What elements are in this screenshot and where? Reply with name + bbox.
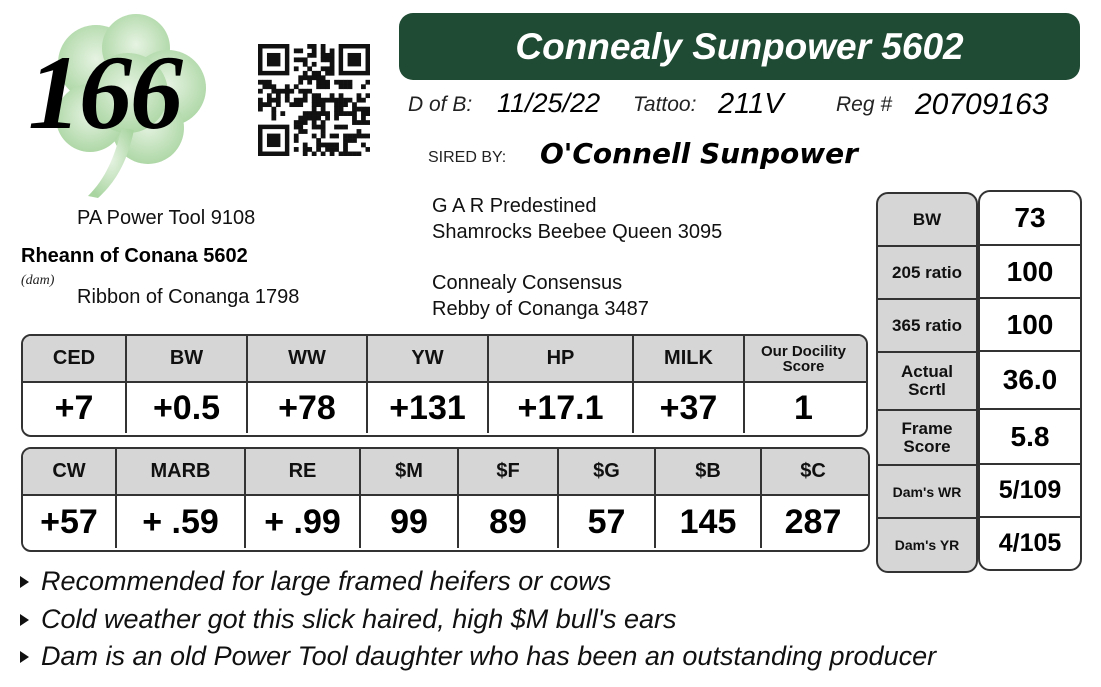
epd-header-c: $C	[800, 460, 826, 482]
stat-label-205: 205 ratio	[878, 247, 976, 300]
bullet-triangle-icon	[20, 576, 29, 588]
qr-code-icon	[258, 44, 370, 156]
dam-dam-sire: Connealy Consensus	[432, 272, 623, 294]
dam-tag: (dam)	[21, 273, 55, 288]
dam-name: Rheann of Conana 5602	[21, 245, 248, 267]
epd-value-milk: +37	[634, 383, 745, 433]
epd-value-f: 89	[459, 496, 559, 548]
comment-3	[20, 641, 936, 672]
epd-value-c: 287	[784, 502, 842, 541]
stat-value-frame: 5.8	[980, 410, 1080, 465]
epd-value-m: 99	[361, 496, 459, 548]
stat-value-scrotal: 36.0	[980, 352, 1080, 410]
animal-name: Connealy Sunpower 5602	[515, 25, 964, 67]
epd-value-docility: 1	[794, 388, 813, 427]
stat-value-205: 100	[980, 246, 1080, 299]
dam-dam-dam: Rebby of Conanga 3487	[432, 298, 649, 320]
comment-text: Dam is an old Power Tool daughter who has been an outstanding producer	[41, 641, 937, 671]
epd-value-ww: +78	[248, 383, 368, 433]
animal-name-banner	[399, 13, 1080, 80]
epd-header-cw: CW	[23, 449, 117, 494]
stat-value-365: 100	[980, 299, 1080, 352]
dob-value: 11/25/22	[497, 88, 601, 118]
stat-value-dam-wr: 5/109	[980, 465, 1080, 518]
stat-value-dam-yr: 4/105	[998, 529, 1062, 557]
bullet-triangle-icon	[20, 651, 29, 663]
stat-label-scrotal: Actual Scrtl	[878, 353, 976, 411]
stat-label-frame: Frame Score	[878, 411, 976, 466]
lot-number: 166	[28, 34, 181, 151]
epd-value-cw: +57	[23, 496, 117, 548]
epd-header-milk: MILK	[634, 336, 745, 381]
epd-value-hp: +17.1	[489, 383, 634, 433]
reg-value: 20709163	[915, 88, 1049, 121]
dob-label: D of B:	[408, 93, 473, 116]
sire-sire: G A R Predestined	[432, 195, 597, 217]
epd-table-1-header	[23, 336, 866, 383]
comment-2	[20, 604, 676, 635]
epd-table-2	[21, 447, 870, 552]
comment-text: Recommended for large framed heifers or cows	[41, 566, 612, 596]
comment-1	[20, 566, 611, 597]
epd-header-hp: HP	[489, 336, 634, 381]
stat-label-dam-yr: Dam's YR	[894, 537, 960, 553]
sire-name: O'Connell Sunpower	[540, 137, 858, 170]
epd-header-marb: MARB	[117, 449, 246, 494]
reg-label: Reg #	[836, 93, 893, 116]
stat-label-365: 365 ratio	[878, 300, 976, 353]
epd-header-ced: CED	[23, 336, 127, 381]
epd-header-docility: Our Docility Score	[760, 342, 846, 375]
epd-header-yw: YW	[368, 336, 489, 381]
bullet-triangle-icon	[20, 614, 29, 626]
epd-value-g: 57	[559, 496, 656, 548]
dam-sire: PA Power Tool 9108	[77, 207, 256, 229]
epd-value-ced: +7	[23, 383, 127, 433]
epd-value-marb: + .59	[117, 496, 246, 548]
epd-value-re: + .99	[246, 496, 361, 548]
sire-dam: Shamrocks Beebee Queen 3095	[432, 221, 723, 243]
stats-label-column	[876, 192, 978, 573]
epd-header-re: RE	[246, 449, 361, 494]
comment-text: Cold weather got this slick haired, high $M bull's ears	[41, 604, 677, 634]
epd-table-1-values	[23, 383, 866, 433]
epd-header-f: $F	[459, 449, 559, 494]
epd-header-b: $B	[656, 449, 762, 494]
epd-header-ww: WW	[248, 336, 368, 381]
stats-value-column	[978, 190, 1082, 571]
epd-header-m: $M	[361, 449, 459, 494]
epd-table-1	[21, 334, 868, 437]
tattoo-value: 211V	[718, 88, 784, 120]
stat-label-bw: BW	[878, 194, 976, 247]
epd-table-2-header	[23, 449, 868, 496]
epd-header-bw: BW	[127, 336, 248, 381]
stat-label-dam-wr: Dam's WR	[878, 466, 976, 519]
epd-value-bw: +0.5	[127, 383, 248, 433]
stat-value-bw: 73	[980, 192, 1080, 246]
dam-dam: Ribbon of Conanga 1798	[77, 286, 300, 308]
epd-table-2-values	[23, 496, 868, 548]
sired-by-label: SIRED BY:	[428, 149, 507, 166]
epd-header-g: $G	[559, 449, 656, 494]
epd-value-b: 145	[656, 496, 762, 548]
epd-value-yw: +131	[368, 383, 489, 433]
tattoo-label: Tattoo:	[633, 93, 697, 116]
